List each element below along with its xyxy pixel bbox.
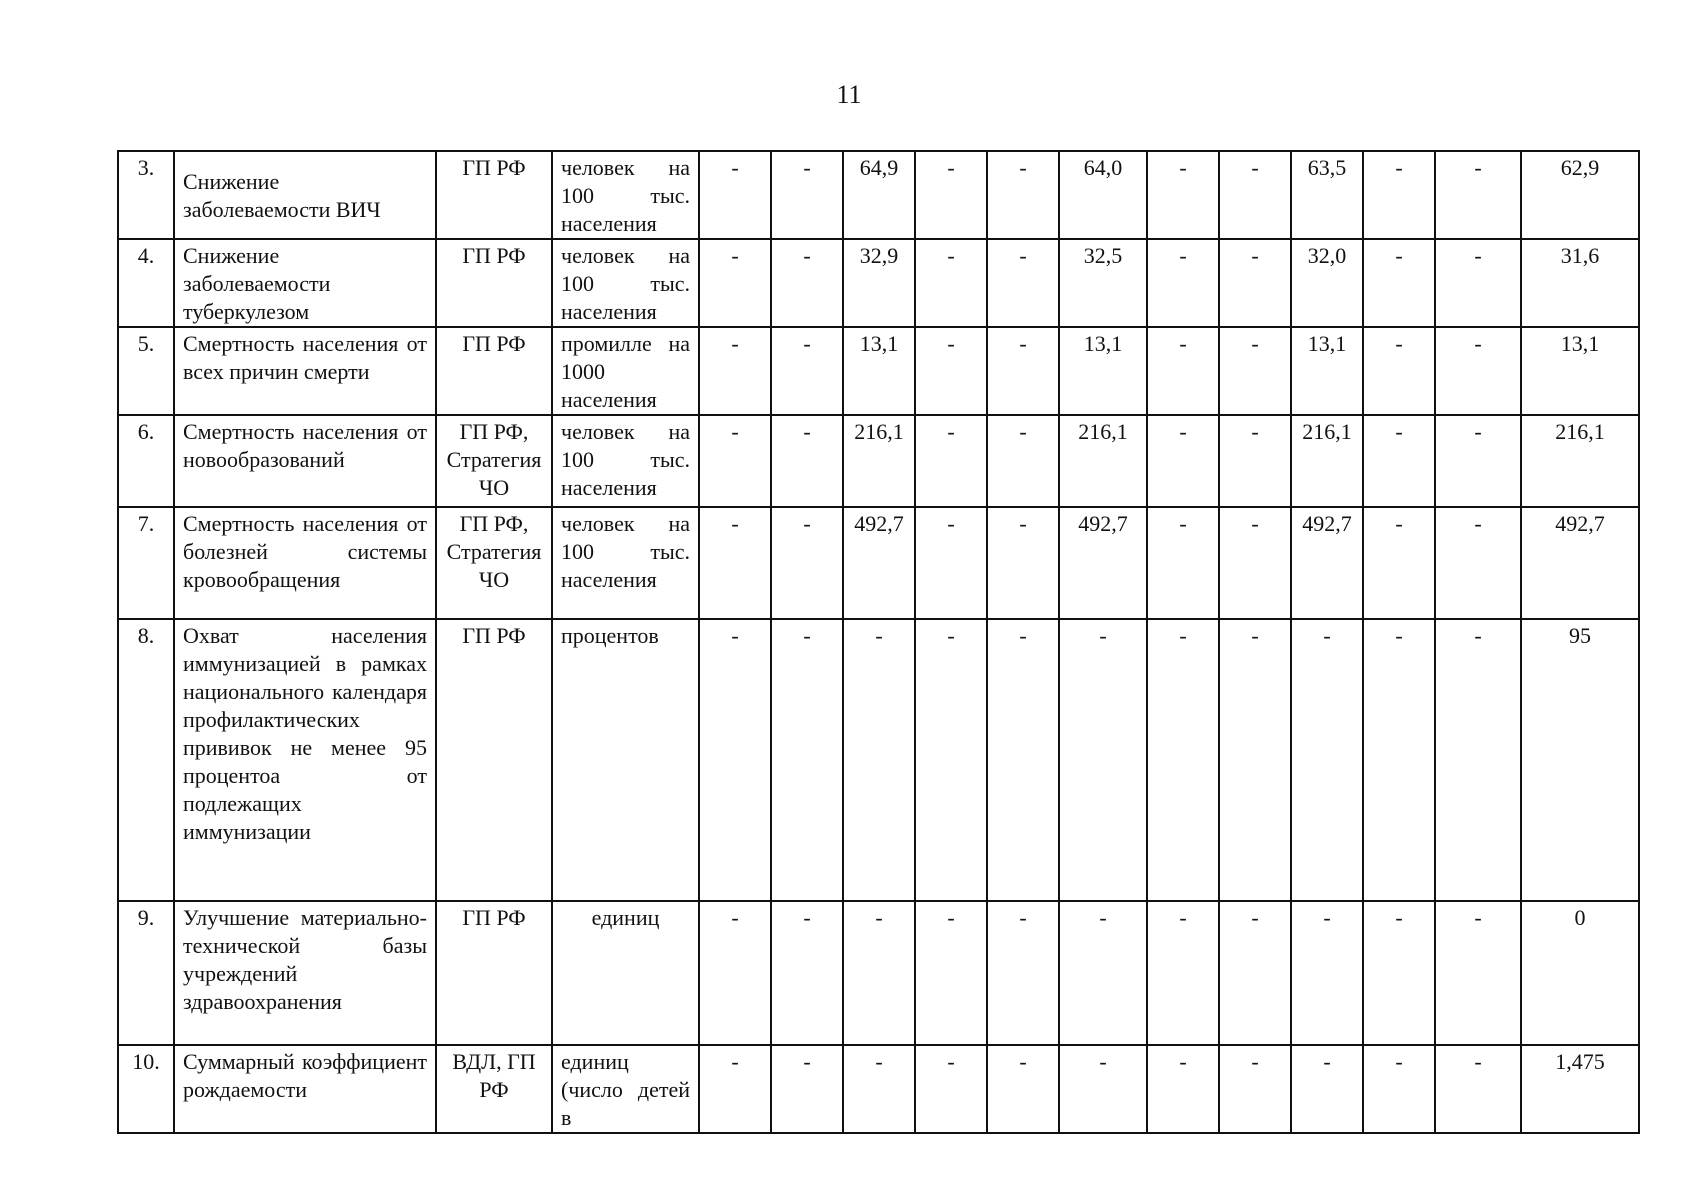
value-cell: - [771, 327, 843, 415]
target-value: 216,1 [1521, 415, 1639, 507]
indicator-unit: человек на 100 тыс. населения [552, 151, 699, 239]
value-cell: - [1147, 901, 1219, 1045]
value-cell: 13,1 [1059, 327, 1147, 415]
value-cell: - [1219, 1045, 1291, 1133]
value-cell: 216,1 [1291, 415, 1363, 507]
indicator-unit: процентов [552, 619, 699, 901]
value-cell: - [1291, 619, 1363, 901]
page-number: 11 [836, 80, 862, 109]
indicator-name: Снижение заболеваемости туберкулезом [174, 239, 436, 327]
value-cell: - [1059, 901, 1147, 1045]
value-cell: - [987, 901, 1059, 1045]
indicator-unit: промилле на 1000 населения [552, 327, 699, 415]
value-cell: 64,9 [843, 151, 915, 239]
table-row [118, 507, 1639, 619]
value-cell: - [1147, 239, 1219, 327]
value-cell: - [1363, 415, 1435, 507]
value-cell: - [1147, 415, 1219, 507]
row-number: 4. [118, 239, 174, 327]
indicator-source: ГП РФ [436, 239, 552, 327]
indicator-name: Суммарный коэффициент рождаемости [174, 1045, 436, 1133]
indicator-name: Смертность населения от всех причин смерти [174, 327, 436, 415]
value-cell: - [915, 901, 987, 1045]
indicator-source: ГП РФ [436, 327, 552, 415]
row-number: 6. [118, 415, 174, 507]
value-cell: - [987, 415, 1059, 507]
table-row [118, 415, 1639, 507]
value-cell: - [771, 415, 843, 507]
value-cell: 32,0 [1291, 239, 1363, 327]
table-row [118, 151, 1639, 239]
value-cell: 13,1 [1291, 327, 1363, 415]
value-cell: - [771, 619, 843, 901]
table-row [118, 327, 1639, 415]
value-cell: - [987, 1045, 1059, 1133]
target-value: 62,9 [1521, 151, 1639, 239]
value-cell: 64,0 [1059, 151, 1147, 239]
value-cell: - [1219, 151, 1291, 239]
value-cell: - [699, 239, 771, 327]
value-cell: - [1435, 901, 1521, 1045]
target-value: 0 [1521, 901, 1639, 1045]
target-value: 492,7 [1521, 507, 1639, 619]
value-cell: - [1219, 619, 1291, 901]
value-cell: - [771, 151, 843, 239]
value-cell: - [987, 151, 1059, 239]
indicator-source: ВДЛ, ГП РФ [436, 1045, 552, 1133]
indicator-name: Снижение заболеваемости ВИЧ [174, 151, 436, 239]
value-cell: - [771, 239, 843, 327]
value-cell: - [1147, 507, 1219, 619]
value-cell: 492,7 [843, 507, 915, 619]
value-cell: - [699, 151, 771, 239]
value-cell: - [1363, 901, 1435, 1045]
value-cell: - [1147, 1045, 1219, 1133]
row-number: 5. [118, 327, 174, 415]
value-cell: - [1147, 151, 1219, 239]
indicator-source: ГП РФ, Стратегия ЧО [436, 415, 552, 507]
value-cell: - [1435, 239, 1521, 327]
indicator-name: Улучшение материально-технической базы учреждений здравоохранения [174, 901, 436, 1045]
value-cell: - [1435, 1045, 1521, 1133]
value-cell: - [843, 1045, 915, 1133]
value-cell: - [699, 901, 771, 1045]
value-cell: - [1059, 1045, 1147, 1133]
value-cell: - [1363, 507, 1435, 619]
value-cell: 32,9 [843, 239, 915, 327]
value-cell: - [1219, 327, 1291, 415]
value-cell: - [1363, 151, 1435, 239]
value-cell: - [1219, 239, 1291, 327]
value-cell: - [1435, 415, 1521, 507]
value-cell: - [915, 507, 987, 619]
indicator-name: Смертность населения от новообразований [174, 415, 436, 507]
value-cell: - [1363, 327, 1435, 415]
value-cell: - [1059, 619, 1147, 901]
value-cell: 492,7 [1291, 507, 1363, 619]
value-cell: - [771, 507, 843, 619]
value-cell: 216,1 [1059, 415, 1147, 507]
value-cell: - [699, 327, 771, 415]
value-cell: - [1219, 507, 1291, 619]
value-cell: - [843, 619, 915, 901]
table-row [118, 239, 1639, 327]
value-cell: - [771, 901, 843, 1045]
indicator-name: Смертность населения от болезней системы кровообращения [174, 507, 436, 619]
indicator-unit: человек на 100 тыс. населения [552, 415, 699, 507]
target-value: 95 [1521, 619, 1639, 901]
value-cell: - [1291, 1045, 1363, 1133]
indicator-unit: единиц (число детей в [552, 1045, 699, 1133]
value-cell: - [1435, 507, 1521, 619]
value-cell: - [1147, 619, 1219, 901]
indicator-unit: человек на 100 тыс. населения [552, 507, 699, 619]
row-number: 10. [118, 1045, 174, 1133]
value-cell: - [699, 415, 771, 507]
value-cell: - [915, 151, 987, 239]
value-cell: 63,5 [1291, 151, 1363, 239]
indicator-unit: человек на 100 тыс. населения [552, 239, 699, 327]
value-cell: - [915, 619, 987, 901]
value-cell: - [915, 327, 987, 415]
target-value: 31,6 [1521, 239, 1639, 327]
value-cell: - [1147, 327, 1219, 415]
table-row [118, 901, 1639, 1045]
row-number: 8. [118, 619, 174, 901]
value-cell: - [1219, 415, 1291, 507]
indicator-source: ГП РФ [436, 151, 552, 239]
value-cell: - [1219, 901, 1291, 1045]
value-cell: - [1435, 327, 1521, 415]
value-cell: - [915, 239, 987, 327]
indicator-source: ГП РФ [436, 619, 552, 901]
value-cell: - [987, 619, 1059, 901]
value-cell: - [1435, 619, 1521, 901]
value-cell: 32,5 [1059, 239, 1147, 327]
value-cell: - [1363, 1045, 1435, 1133]
target-value: 1,475 [1521, 1045, 1639, 1133]
value-cell: 492,7 [1059, 507, 1147, 619]
value-cell: - [1363, 619, 1435, 901]
value-cell: - [843, 901, 915, 1045]
table-row [118, 1045, 1639, 1133]
value-cell: - [1435, 151, 1521, 239]
indicator-unit: единиц [552, 901, 699, 1045]
value-cell: - [771, 1045, 843, 1133]
indicator-source: ГП РФ [436, 901, 552, 1045]
value-cell: - [987, 239, 1059, 327]
row-number: 3. [118, 151, 174, 239]
indicator-source: ГП РФ, Стратегия ЧО [436, 507, 552, 619]
value-cell: - [1363, 239, 1435, 327]
value-cell: - [987, 327, 1059, 415]
value-cell: - [915, 1045, 987, 1133]
row-number: 7. [118, 507, 174, 619]
value-cell: 13,1 [843, 327, 915, 415]
target-value: 13,1 [1521, 327, 1639, 415]
value-cell: - [699, 1045, 771, 1133]
value-cell: - [699, 507, 771, 619]
value-cell: - [1291, 901, 1363, 1045]
value-cell: 216,1 [843, 415, 915, 507]
row-number: 9. [118, 901, 174, 1045]
indicators-table [117, 150, 1640, 1134]
value-cell: - [699, 619, 771, 901]
table-row [118, 619, 1639, 901]
value-cell: - [915, 415, 987, 507]
value-cell: - [987, 507, 1059, 619]
indicator-name: Охват населения иммунизацией в рамках национального календаря профилактических прививок не менее 95 процентоа от подлежащих иммунизации [174, 619, 436, 901]
